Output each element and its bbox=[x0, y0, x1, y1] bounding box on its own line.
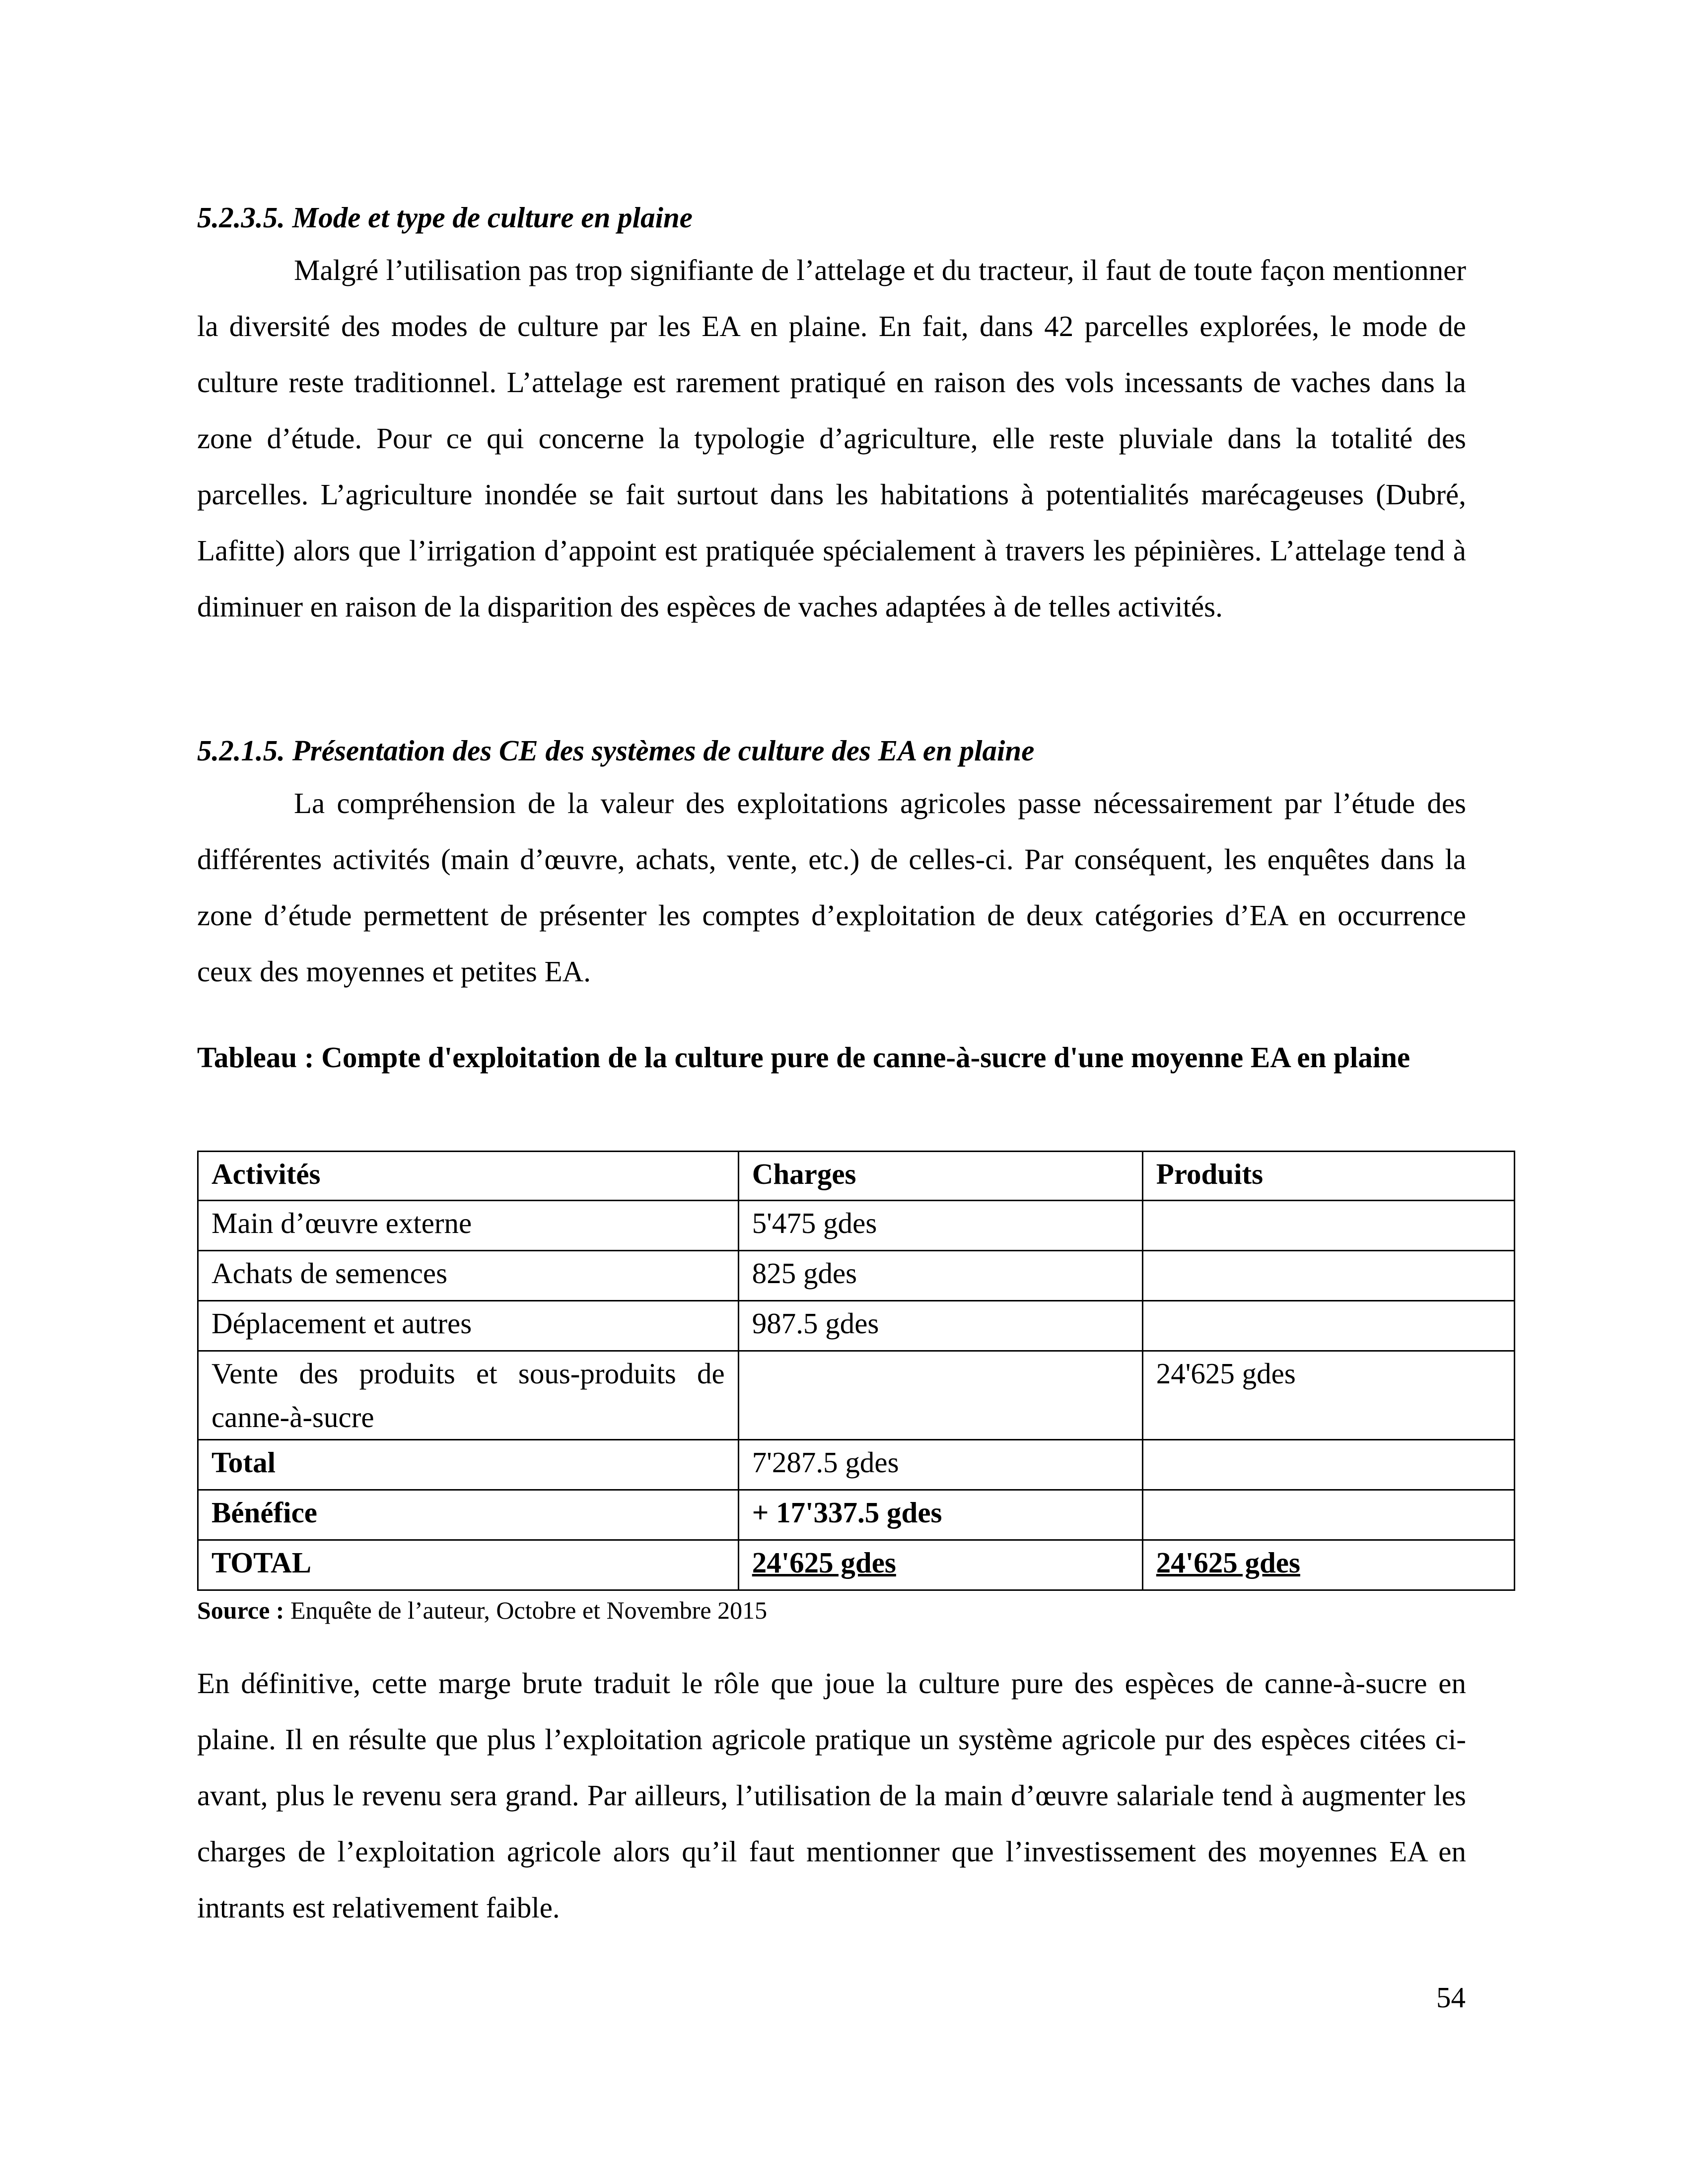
page-number: 54 bbox=[1436, 1981, 1466, 2014]
cell-charges: 24'625 gdes bbox=[738, 1540, 1142, 1590]
cell-activite: Vente des produits et sous-produits de canne-à-sucre bbox=[198, 1351, 739, 1440]
cell-produits bbox=[1142, 1301, 1514, 1351]
table-row-total bbox=[198, 1440, 1515, 1490]
table-row-benefice bbox=[198, 1490, 1515, 1540]
cell-activite: Total bbox=[198, 1440, 739, 1490]
table-row bbox=[198, 1201, 1515, 1251]
table-header-row bbox=[198, 1152, 1515, 1201]
cell-activite: TOTAL bbox=[198, 1540, 739, 1590]
paragraph-presentation-ce: La compréhension de la valeur des exploitations agricoles passe nécessairement par l’étude des différentes activités (main d’œuvre, achats, vente, etc.) de celles-ci. Par conséquent, les enquêtes dans la zone d’étude permettent de présenter les comptes d’exploitation de deux catégories d’EA en occurrence ceux des moyennes et petites EA. bbox=[197, 787, 1466, 988]
cell-produits: 24'625 gdes bbox=[1142, 1540, 1514, 1590]
cell-charges: 987.5 gdes bbox=[738, 1301, 1142, 1351]
table-row bbox=[198, 1251, 1515, 1301]
compte-exploitation-table bbox=[197, 1151, 1515, 1591]
header-activites: Activités bbox=[198, 1152, 739, 1201]
table-source bbox=[197, 1594, 767, 1626]
cell-activite: Déplacement et autres bbox=[198, 1301, 739, 1351]
cell-charges: + 17'337.5 gdes bbox=[738, 1490, 1142, 1540]
table-row bbox=[198, 1351, 1515, 1440]
source-label: Source : bbox=[197, 1596, 284, 1624]
cell-produits: 24'625 gdes bbox=[1142, 1351, 1514, 1440]
cell-activite: Bénéfice bbox=[198, 1490, 739, 1540]
paragraph-mode-culture: Malgré l’utilisation pas trop signifiante de l’attelage et du tracteur, il faut de toute façon mentionner la diversité des modes de culture par les EA en plaine. En fait, dans 42 parcelles explorées, le mode de culture reste traditionnel. L’attelage est rarement pratiqué en raison des vols incessants de vaches dans la zone d’étude. Pour ce qui concerne la typologie d’agriculture, elle reste pluviale dans la totalité des parcelles. L’agriculture inondée se fait surtout dans les habitations à potentialités marécageuses (Dubré, Lafitte) alors que l’irrigation d’appoint est pratiquée spécialement à travers les pépinières. L’attelage tend à diminuer en raison de la disparition des espèces de vaches adaptées à de telles activités. bbox=[197, 254, 1466, 623]
header-produits: Produits bbox=[1142, 1152, 1514, 1201]
cell-charges bbox=[738, 1351, 1142, 1440]
section-heading-mode-culture: 5.2.3.5. Mode et type de culture en plaine bbox=[197, 201, 693, 234]
source-text: Enquête de l’auteur, Octobre et Novembre 2015 bbox=[284, 1596, 768, 1624]
cell-charges: 5'475 gdes bbox=[738, 1201, 1142, 1251]
cell-produits bbox=[1142, 1201, 1514, 1251]
header-charges: Charges bbox=[738, 1152, 1142, 1201]
table-caption: Tableau : Compte d'exploitation de la culture pure de canne-à-sucre d'une moyenne EA en plaine bbox=[197, 1041, 1410, 1074]
cell-charges: 825 gdes bbox=[738, 1251, 1142, 1301]
cell-activite: Achats de semences bbox=[198, 1251, 739, 1301]
paragraph-conclusion: En définitive, cette marge brute traduit le rôle que joue la culture pure des espèces de canne-à-sucre en plaine. Il en résulte que plus l’exploitation agricole pratique un système agricole pur des espèces citées ci-avant, plus le revenu sera grand. Par ailleurs, l’utilisation de la main d’œuvre salariale tend à augmenter les charges de l’exploitation agricole alors qu’il faut mentionner que l’investissement des moyennes EA en intrants est relativement faible. bbox=[197, 1667, 1466, 1924]
cell-activite: Main d’œuvre externe bbox=[198, 1201, 739, 1251]
section-heading-presentation-ce: 5.2.1.5. Présentation des CE des systèmes de culture des EA en plaine bbox=[197, 734, 1035, 767]
cell-produits bbox=[1142, 1490, 1514, 1540]
table-row bbox=[198, 1301, 1515, 1351]
cell-produits bbox=[1142, 1251, 1514, 1301]
cell-produits bbox=[1142, 1440, 1514, 1490]
cell-charges: 7'287.5 gdes bbox=[738, 1440, 1142, 1490]
table-row-grand-total bbox=[198, 1540, 1515, 1590]
